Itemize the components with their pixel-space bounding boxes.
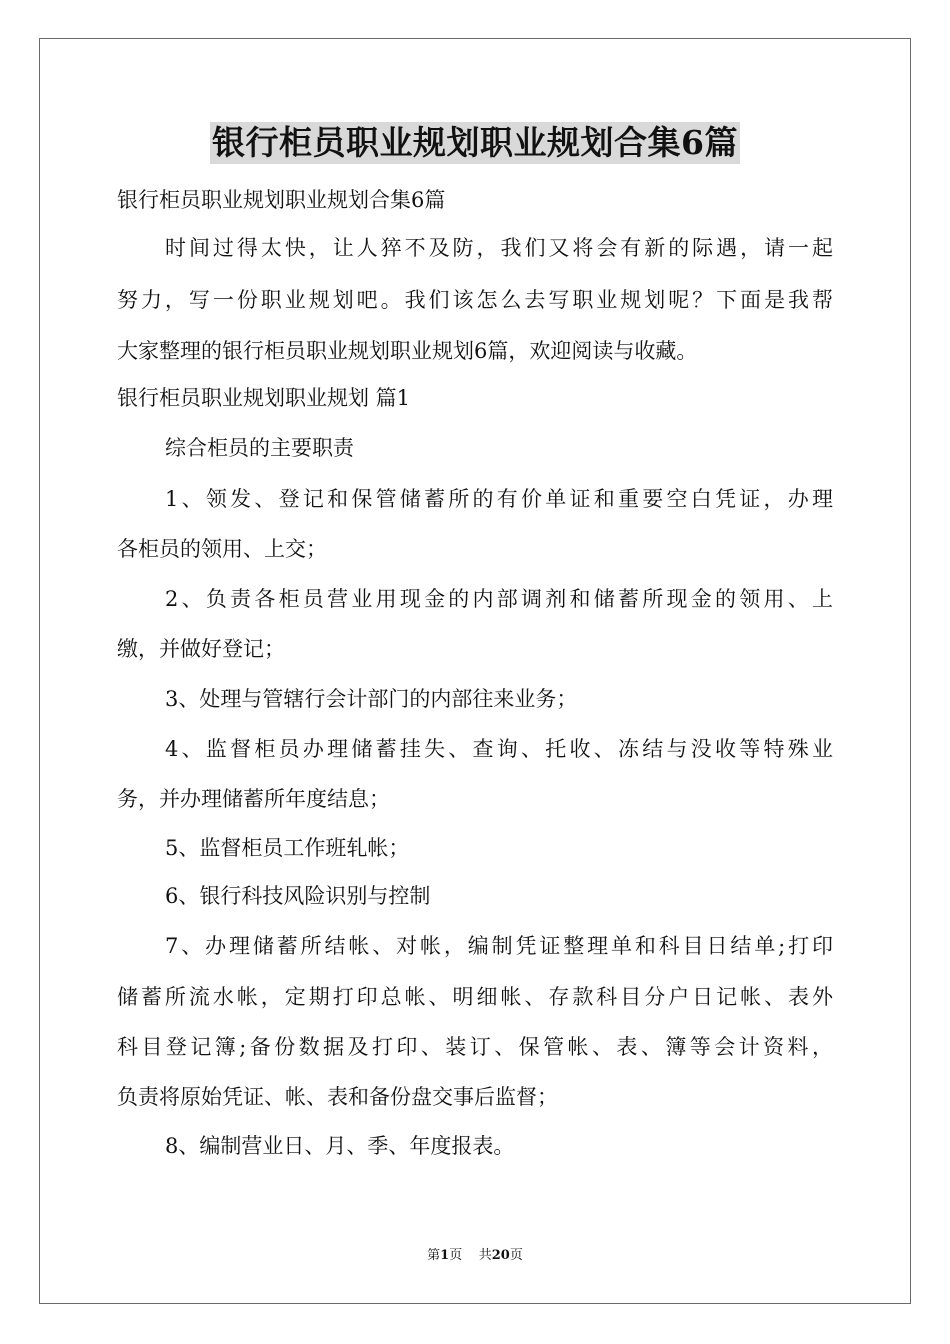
duty-item-line: 负责将原始凭证、帐、表和备份盘交事后监督； — [117, 1085, 558, 1109]
duty-item-line: 务，并办理储蓄所年度结息； — [117, 787, 390, 811]
footer-prefix: 第 — [427, 1248, 441, 1263]
duty-item-line: 缴，并做好登记； — [117, 637, 285, 661]
footer-suffix: 页 — [509, 1248, 523, 1263]
duty-item-line: 5、监督柜员工作班轧帐； — [165, 836, 410, 860]
duty-item-line: 3、处理与管辖行会计部门的内部往来业务； — [165, 687, 578, 711]
duty-item-line: 各柜员的领用、上交； — [117, 537, 327, 561]
duty-item-line: 1、领发、登记和保管储蓄所的有价单证和重要空白凭证，办理 — [165, 487, 833, 511]
duty-item-line: 4、监督柜员办理储蓄挂失、查询、托收、冻结与没收等特殊业 — [165, 737, 833, 761]
duty-item-line: 科目登记簿;备份数据及打印、装订、保管帐、表、簿等会计资料， — [117, 1035, 833, 1059]
document-title: 银行柜员职业规划职业规划合集6篇 — [212, 123, 738, 162]
title-container — [0, 122, 950, 164]
duty-item-line: 8、编制营业日、月、季、年度报表。 — [165, 1134, 515, 1158]
footer-mid: 页 共 — [449, 1248, 492, 1263]
subtitle: 银行柜员职业规划职业规划合集6篇 — [117, 188, 446, 212]
intro-line: 时间过得太快，让人猝不及防，我们又将会有新的际遇，请一起 — [165, 236, 833, 260]
intro-line: 努力，写一份职业规划吧。我们该怎么去写职业规划呢？下面是我帮 — [117, 288, 833, 312]
duty-item-line: 6、银行科技风险识别与控制 — [165, 884, 431, 908]
duties-heading: 综合柜员的主要职责 — [165, 436, 354, 460]
page-footer — [0, 1247, 950, 1265]
section-heading: 银行柜员职业规划职业规划 篇1 — [117, 386, 411, 410]
current-page-number: 1 — [440, 1248, 450, 1263]
intro-line: 大家整理的银行柜员职业规划职业规划6篇，欢迎阅读与收藏。 — [117, 339, 698, 363]
duty-item-line: 7、办理储蓄所结帐、对帐，编制凭证整理单和科目日结单;打印 — [165, 934, 833, 958]
duty-item-line: 2、负责各柜员营业用现金的内部调剂和储蓄所现金的领用、上 — [165, 587, 833, 611]
total-page-count: 20 — [491, 1248, 510, 1263]
page-border — [39, 38, 911, 1304]
duty-item-line: 储蓄所流水帐，定期打印总帐、明细帐、存款科目分户日记帐、表外 — [117, 985, 833, 1009]
